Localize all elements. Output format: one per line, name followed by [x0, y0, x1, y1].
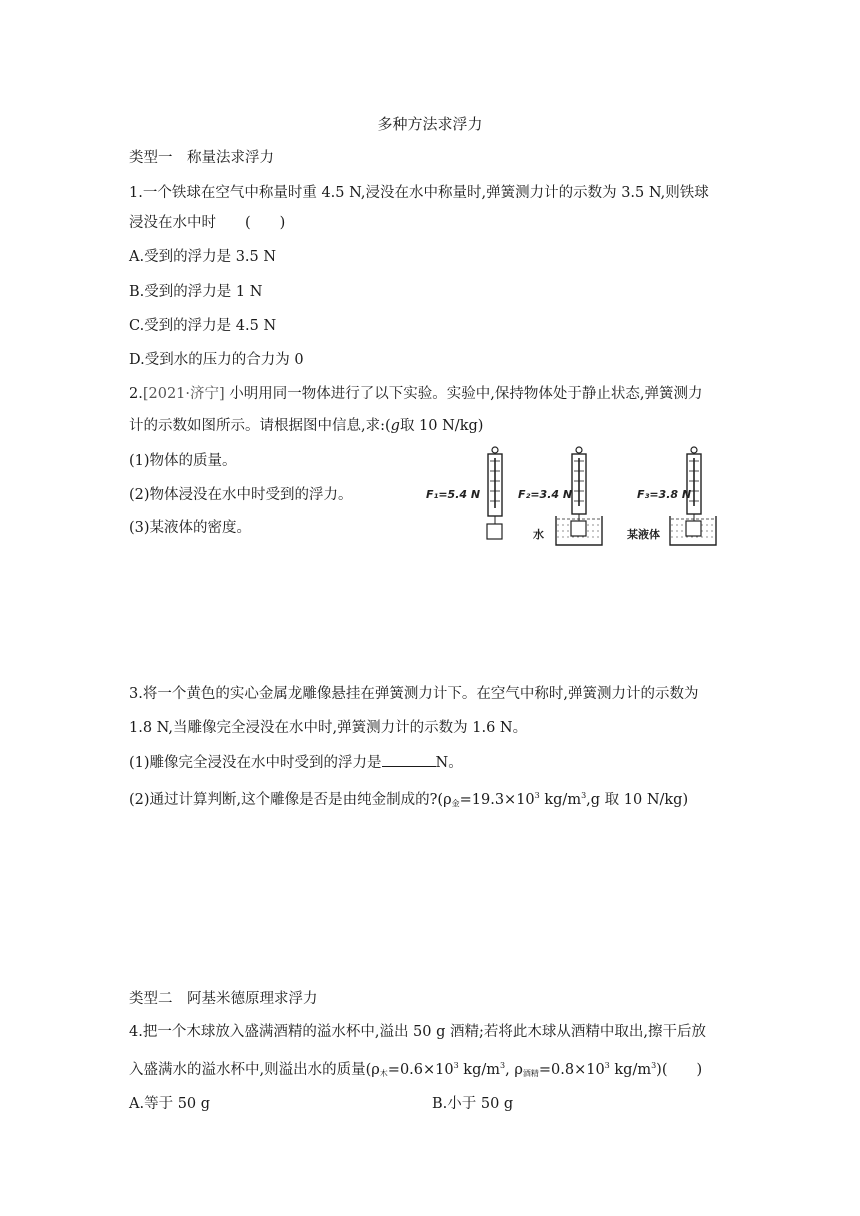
section-heading-1: 类型一 称量法求浮力	[129, 150, 274, 166]
q2-source-tag: [2021·济宁]	[142, 386, 225, 402]
q2-sub3: (3)某液体的密度。	[129, 520, 252, 536]
rho-gold-subscript: 金	[451, 799, 460, 808]
q4-text-f: kg/m	[609, 1062, 652, 1078]
q1-option-b: B.受到的浮力是 1 N	[129, 284, 263, 300]
spring-scale-figure	[426, 446, 736, 546]
q4-text-c: kg/m	[458, 1062, 501, 1078]
q3-sub2	[129, 786, 688, 814]
q2-number: 2.	[129, 386, 143, 402]
object-block-1	[487, 524, 502, 539]
q3-sub2-text-a: (2)通过计算判断,这个雕像是否是由纯金制成的?(ρ	[129, 792, 452, 808]
f1-label: F₁=5.4 N	[426, 488, 481, 501]
unit-exponent: 3	[581, 791, 587, 800]
q2-stem-text-2b: 取 10 N/kg)	[399, 418, 484, 434]
q4-stem-line2	[129, 1056, 702, 1084]
water-label: 水	[533, 528, 544, 541]
rho-alcohol-subscript: 酒精	[522, 1069, 539, 1078]
spring-scale-1	[487, 447, 502, 539]
g-symbol: g	[390, 418, 400, 434]
q4-stem-line1: 4.把一个木球放入盛满酒精的溢水杯中,溢出 50 g 酒精;若将此木球从酒精中取出,擦干后放	[129, 1024, 706, 1040]
unit-exponent: 3	[651, 1061, 657, 1070]
q3-sub1-text: (1)雕像完全浸没在水中时受到的浮力是	[129, 755, 382, 771]
q2-stem-text: 小明用同一物体进行了以下实验。实验中,保持物体处于静止状态,弹簧测力	[224, 386, 703, 402]
answer-blank[interactable]	[382, 752, 436, 767]
q2-stem-line1	[129, 384, 703, 404]
q1-option-a: A.受到的浮力是 3.5 N	[129, 249, 277, 265]
q1-option-d: D.受到水的压力的合力为 0	[129, 352, 304, 368]
q2-stem-line2	[129, 416, 483, 436]
q4-text-b: =0.6×10	[387, 1062, 454, 1078]
page-title: 多种方法求浮力	[377, 115, 483, 133]
q1-stem-line2: 浸没在水中时 ( )	[129, 215, 286, 231]
q1-stem-line1: 1.一个铁球在空气中称量时重 4.5 N,浸没在水中称量时,弹簧测力计的示数为 3.5 N,则铁球	[129, 185, 709, 201]
object-block-2	[571, 521, 586, 536]
q3-sub2-text-b: =19.3×10	[459, 792, 535, 808]
q2-sub1: (1)物体的质量。	[129, 453, 237, 469]
q1-option-c: C.受到的浮力是 4.5 N	[129, 318, 277, 334]
f3-label: F₃=3.8 N	[637, 488, 692, 501]
q4-text-a: 入盛满水的溢水杯中,则溢出水的质量(ρ	[129, 1062, 380, 1078]
q2-stem-text-2a: 计的示数如图所示。请根据图中信息,求:(	[129, 418, 391, 434]
exponent: 3	[453, 1061, 459, 1070]
q4-text-e: =0.8×10	[538, 1062, 605, 1078]
q4-text-g: )( )	[656, 1062, 703, 1078]
q3-stem-line2: 1.8 N,当雕像完全浸没在水中时,弹簧测力计的示数为 1.6 N。	[129, 720, 528, 736]
object-block-3	[686, 521, 701, 536]
q3-sub1-unit: N。	[435, 755, 463, 771]
rho-wood-subscript: 木	[379, 1069, 388, 1078]
q4-text-d: , ρ	[505, 1062, 523, 1078]
unit-exponent: 3	[500, 1061, 506, 1070]
q4-option-a: A.等于 50 g	[129, 1096, 211, 1112]
q3-sub2-unit: kg/m	[539, 792, 582, 808]
q3-sub2-text-d: ,g 取 10 N/kg)	[586, 792, 689, 808]
q3-stem-line1: 3.将一个黄色的实心金属龙雕像悬挂在弹簧测力计下。在空气中称时,弹簧测力计的示数为	[129, 686, 699, 702]
q4-option-b: B.小于 50 g	[432, 1096, 514, 1112]
f2-label: F₂=3.4 N	[518, 488, 573, 501]
exponent: 3	[534, 791, 540, 800]
liquid-label: 某液体	[627, 528, 660, 541]
q2-sub2: (2)物体浸没在水中时受到的浮力。	[129, 487, 353, 503]
q3-sub1	[129, 752, 463, 773]
exponent: 3	[604, 1061, 610, 1070]
section-heading-2: 类型二 阿基米德原理求浮力	[129, 991, 318, 1007]
